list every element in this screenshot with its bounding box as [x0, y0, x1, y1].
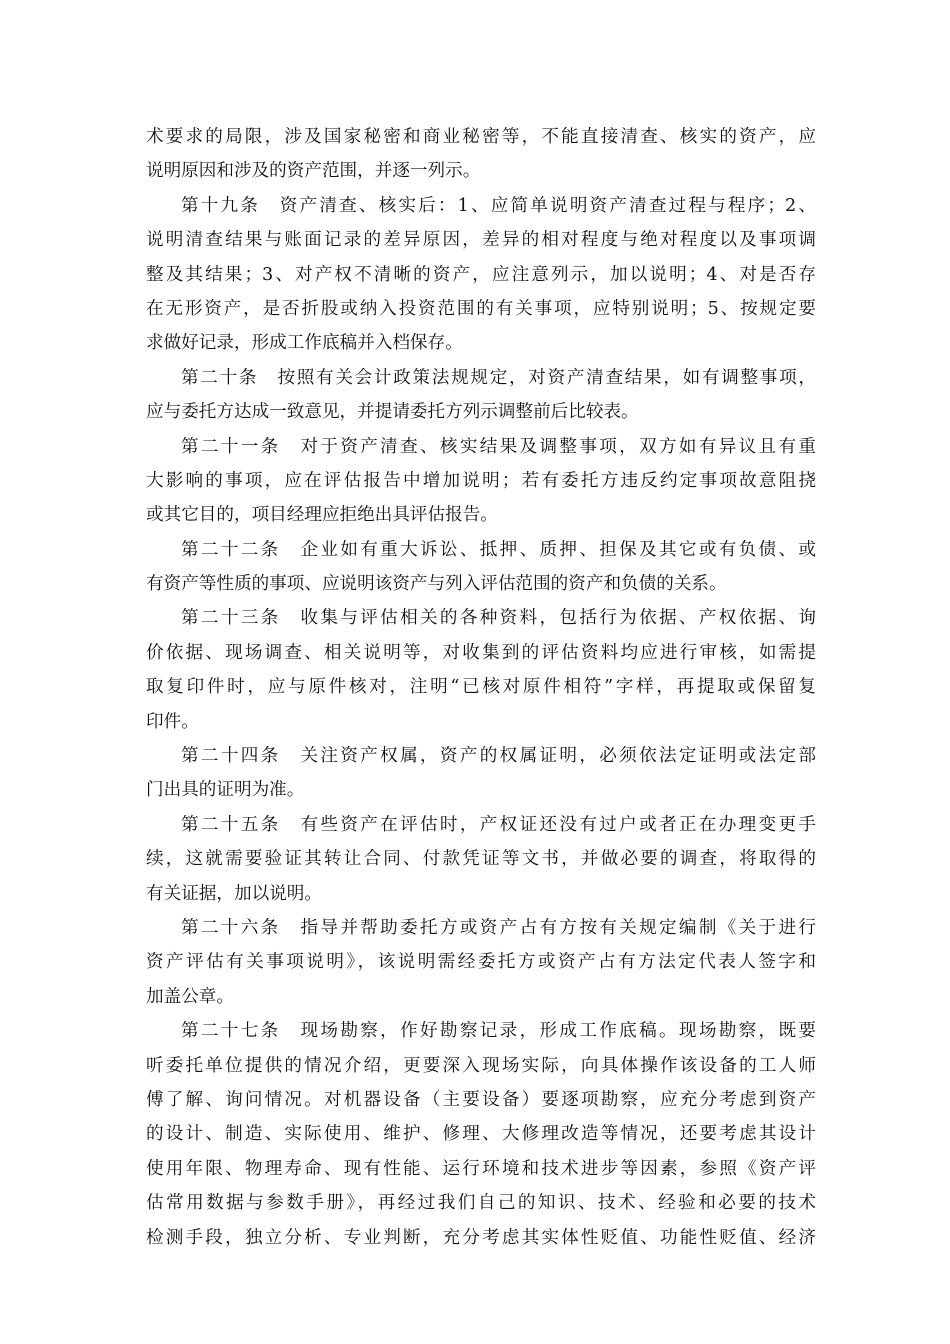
- text-line: 第二十六条 指导并帮助委托方或资产占有方按有关规定编制《关于进行: [181, 917, 816, 938]
- text-line: 的设计、制造、实际使用、维护、修理、大修理改造等情况，还要考虑其设计: [146, 1124, 816, 1145]
- text-line: 续，这就需要验证其转让合同、付款凭证等文书，并做必要的调查，将取得的: [146, 849, 816, 870]
- text-line: 第二十四条 关注资产权属，资产的权属证明，必须依法定证明或法定部: [181, 746, 816, 767]
- text-line: 第二十五条 有些资产在评估时，产权证还没有过户或者正在办理变更手: [181, 814, 816, 835]
- text-line: 术要求的局限，涉及国家秘密和商业秘密等，不能直接清查、核实的资产，应: [146, 127, 816, 147]
- text-line: 印件。: [146, 711, 199, 732]
- text-line: 门出具的证明为准。: [146, 780, 305, 801]
- text-line: 检测手段，独立分析、专业判断，充分考虑其实体性贬值、功能性贬值、经济: [146, 1227, 816, 1248]
- text-line: 使用年限、物理寿命、现有性能、运行环境和技术进步等因素，参照《资产评: [146, 1158, 816, 1179]
- text-line: 取复印件时，应与原件核对，注明“已核对原件相符”字样，再提取或保留复: [146, 677, 816, 698]
- text-line: 资产评估有关事项说明》，该说明需经委托方或资产占有方法定代表人签字和: [146, 952, 816, 973]
- text-line: 应与委托方达成一致意见，并提请委托方列示调整前后比较表。: [146, 402, 639, 423]
- text-line: 整及其结果；3、对产权不清晰的资产，应注意列示，加以说明；4、对是否存: [146, 264, 816, 285]
- text-line: 第二十条 按照有关会计政策法规规定，对资产清查结果，如有调整事项，: [181, 367, 816, 388]
- text-line: 有关证据，加以说明。: [146, 883, 322, 904]
- text-line: 听委托单位提供的情况介绍，更要深入现场实际，向具体操作该设备的工人师: [146, 1055, 816, 1076]
- text-line: 价依据、现场调查、相关说明等，对收集到的评估资料均应进行审核，如需提: [146, 642, 816, 663]
- text-line: 求做好记录，形成工作底稿并入档保存。: [146, 333, 463, 354]
- text-line: 大影响的事项，应在评估报告中增加说明；若有委托方违反约定事项故意阻挠: [146, 470, 816, 491]
- text-line: 说明原因和涉及的资产范围，并逐一列示。: [146, 161, 481, 182]
- text-line: 或其它目的，项目经理应拒绝出具评估报告。: [146, 505, 498, 526]
- text-line: 估常用数据与参数手册》，再经过我们自己的知识、技术、经验和必要的技术: [146, 1193, 816, 1214]
- text-line: 加盖公章。: [146, 986, 234, 1007]
- text-line: 第二十一条 对于资产清查、核实结果及调整事项，双方如有异议且有重: [181, 436, 816, 457]
- text-line: 第二十二条 企业如有重大诉讼、抵押、质押、担保及其它或有负债、或: [181, 539, 816, 560]
- text-line: 第二十七条 现场勘察，作好勘察记录，形成工作底稿。现场勘察，既要: [181, 1021, 816, 1042]
- text-line: 在无形资产，是否折股或纳入投资范围的有关事项，应特别说明；5、按规定要: [146, 298, 816, 319]
- text-line: 说明清查结果与账面记录的差异原因，差异的相对程度与绝对程度以及事项调: [146, 230, 816, 251]
- text-line: 第十九条 资产清查、核实后：1、应简单说明资产清查过程与程序；2、: [181, 195, 816, 216]
- text-line: 傅了解、询问情况。对机器设备（主要设备）要逐项勘察，应充分考虑到资产: [146, 1089, 816, 1110]
- text-line: 第二十三条 收集与评估相关的各种资料，包括行为依据、产权依据、询: [181, 608, 816, 629]
- document-body: [146, 120, 816, 1255]
- text-line: 有资产等性质的事项、应说明该资产与列入评估范围的资产和负债的关系。: [146, 574, 727, 595]
